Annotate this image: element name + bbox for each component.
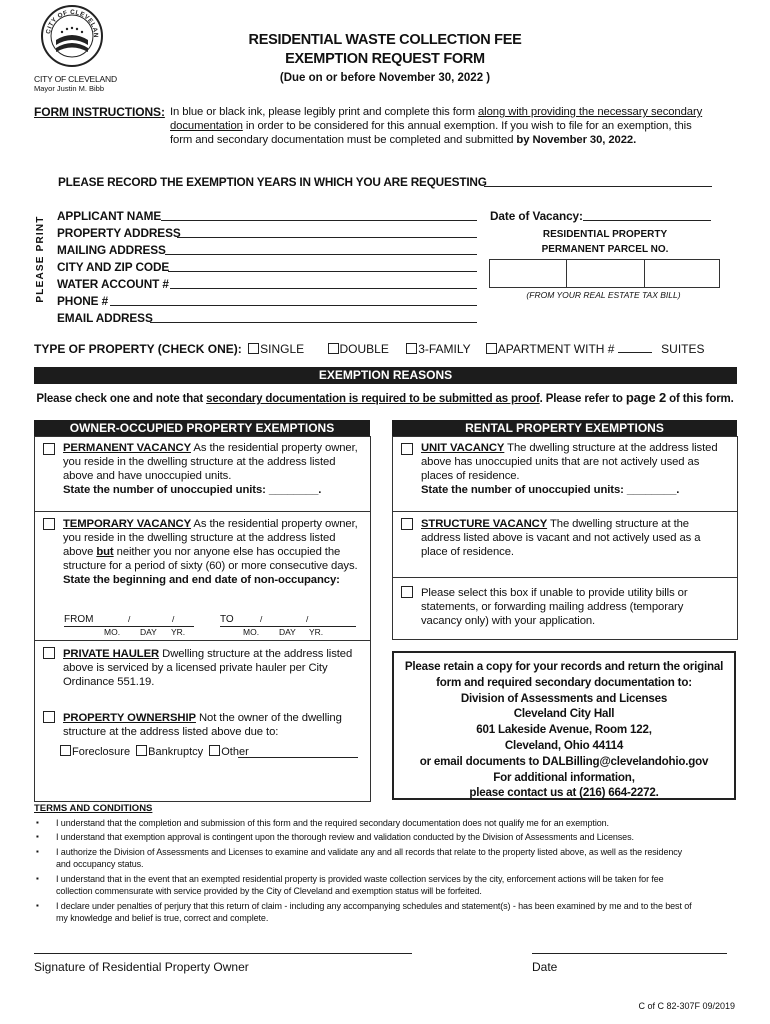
- foreclosure-label: Foreclosure: [72, 746, 131, 758]
- to-year-label: YR.: [309, 627, 324, 637]
- reasons-note-u: secondary documentation is required to be submitted as proof: [206, 393, 540, 405]
- property-address-field[interactable]: [177, 225, 477, 238]
- reasons-note-b: . Please refer to: [539, 393, 626, 405]
- temporary-vacancy-checkbox[interactable]: [43, 518, 55, 530]
- structure-text-1: The dwelling structure at the: [547, 518, 689, 530]
- form-code: C of C 82-307F 09/2019: [638, 1001, 735, 1011]
- property-ownership-text: [63, 711, 368, 739]
- permanent-text-3: above and have unoccupied units.: [63, 470, 232, 482]
- structure-vacancy-title: STRUCTURE VACANCY: [421, 518, 548, 530]
- foreclosure-checkbox[interactable]: [60, 745, 71, 756]
- to-day-label: DAY: [279, 627, 296, 637]
- signature-field[interactable]: [34, 943, 412, 954]
- retain-line-1: Please retain a copy for your records and return the original: [404, 660, 724, 673]
- other-label: Other: [221, 746, 249, 758]
- parcel-divider-2: [644, 260, 645, 287]
- apartment-suites-field[interactable]: [618, 341, 652, 353]
- term-bullet-5: ▪: [36, 901, 39, 910]
- instr-text-2u: documentation: [170, 120, 243, 132]
- permanent-vacancy-text: [63, 441, 368, 497]
- owner-divider-2: [34, 640, 370, 641]
- parcel-label-1: RESIDENTIAL PROPERTY: [542, 229, 668, 240]
- double-label: DOUBLE: [339, 342, 389, 356]
- phone-label: PHONE #: [57, 294, 109, 308]
- private-hauler-text: [63, 647, 368, 689]
- rental-divider-1: [392, 511, 737, 512]
- email-field[interactable]: [150, 310, 477, 323]
- rental-property-header: RENTAL PROPERTY EXEMPTIONS: [392, 420, 737, 436]
- single-label: SINGLE: [260, 342, 305, 356]
- city-zip-label: CITY AND ZIP CODE: [57, 260, 170, 274]
- unit-text-1: The dwelling structure at the address listed: [504, 442, 718, 454]
- unit-vacancy-title: UNIT VACANCY: [421, 442, 505, 454]
- form-title-1: RESIDENTIAL WASTE COLLECTION FEE: [248, 32, 522, 48]
- ownership-options: [60, 745, 249, 758]
- city-name: CITY OF CLEVELAND: [34, 74, 117, 84]
- vacancy-date-label: Date of Vacancy:: [490, 209, 583, 223]
- permanent-text-1: As the residential property owner,: [191, 442, 358, 454]
- bankruptcy-label: Bankruptcy: [148, 746, 204, 758]
- temporary-vacancy-title: TEMPORARY VACANCY: [63, 518, 192, 530]
- due-date: (Due on or before November 30, 2022 ): [279, 72, 491, 84]
- to-slash-2: /: [306, 614, 309, 624]
- parcel-divider-1: [566, 260, 567, 287]
- hauler-text-3: Ordinance 551.19.: [63, 676, 155, 688]
- term-4b: collection commensurate with service provided by the City of Cleveland and exemption status will be forfeited.: [56, 886, 482, 896]
- unit-text-2: above has unoccupied units that are not actively used as: [421, 456, 700, 468]
- retain-phone: please contact us at (216) 664-2272.: [469, 786, 659, 800]
- vacancy-date-field[interactable]: [583, 208, 711, 221]
- structure-vacancy-checkbox[interactable]: [401, 518, 413, 530]
- double-checkbox[interactable]: [328, 343, 339, 354]
- to-date-field[interactable]: [220, 616, 356, 627]
- reasons-note-c: of this form.: [666, 393, 734, 405]
- from-year-label: YR.: [171, 627, 186, 637]
- term-bullet-2: ▪: [36, 832, 39, 841]
- return-instructions-box: [392, 651, 736, 800]
- from-slash-2: /: [172, 614, 175, 624]
- to-label: TO: [220, 614, 234, 625]
- suites-label: SUITES: [661, 342, 705, 356]
- please-print-label: PLEASE PRINT: [35, 215, 46, 303]
- private-hauler-title: PRIVATE HAULER: [63, 648, 160, 660]
- ownership-text-2: structure at the address listed above due to:: [63, 726, 279, 738]
- instr-text-1a: In blue or black ink, please legibly print and complete this form: [170, 106, 478, 118]
- property-type-label: TYPE OF PROPERTY (CHECK ONE):: [34, 342, 242, 356]
- temporary-vacancy-text: [63, 517, 368, 587]
- three-family-checkbox[interactable]: [406, 343, 417, 354]
- return-instructions-text: [394, 659, 734, 801]
- unit-vacancy-checkbox[interactable]: [401, 443, 413, 455]
- instructions-text: [170, 105, 730, 147]
- signature-label: Signature of Residential Property Owner: [34, 960, 249, 974]
- other-reason-field[interactable]: [238, 746, 358, 758]
- term-5a: I declare under penalties of perjury that this return of claim - including any accompanying schedules and statement(s) - has been examined by me and to the best of: [56, 901, 692, 911]
- applicant-name-label: APPLICANT NAME: [57, 209, 162, 223]
- email-label: EMAIL ADDRESS: [57, 311, 153, 325]
- foreclosure-option[interactable]: [60, 746, 130, 758]
- permanent-vacancy-title: PERMANENT VACANCY: [63, 442, 192, 454]
- temporary-text-4: structure for a period of sixty (60) or more consecutive days.: [63, 560, 358, 572]
- instr-text-2b: in order to be considered for this annual exemption. If you wish to file for an exemption, this: [242, 120, 692, 132]
- retain-line-2: form and required secondary documentation to:: [436, 675, 692, 689]
- parcel-number-box[interactable]: [489, 259, 720, 288]
- term-3a: I authorize the Division of Assessments and Licenses to examine and validate any and all records that relate to the property listed above, as well as the residency: [56, 847, 683, 857]
- signature-date-field[interactable]: [532, 943, 727, 954]
- double-option[interactable]: [328, 342, 389, 356]
- retain-email-link[interactable]: or email documents to DALBilling@clevelandohio.gov: [419, 754, 709, 768]
- utility-text-3: vacancy only) with your application.: [421, 615, 596, 627]
- permanent-text-2: you reside in the dwelling structure at the address listed: [63, 456, 336, 468]
- temporary-text-3a: above: [63, 546, 97, 558]
- from-label: FROM: [64, 614, 94, 625]
- property-ownership-checkbox[interactable]: [43, 711, 55, 723]
- utility-text-2: statements, or forwarding mailing address (temporary: [421, 601, 684, 613]
- temporary-text-but: but: [96, 546, 114, 558]
- utility-text-1: Please select this box if unable to provide utility bills or: [421, 587, 688, 599]
- permanent-vacancy-checkbox[interactable]: [43, 443, 55, 455]
- owner-occupied-header: OWNER-OCCUPIED PROPERTY EXEMPTIONS: [34, 420, 370, 436]
- temporary-text-5: State the beginning and end date of non-occupancy:: [63, 574, 340, 586]
- water-account-label: WATER ACCOUNT #: [57, 277, 169, 291]
- hauler-text-2: above is serviced by a licensed private hauler per City: [63, 662, 328, 674]
- mailing-address-label: MAILING ADDRESS: [57, 243, 166, 257]
- instructions-label: FORM INSTRUCTIONS:: [34, 105, 165, 119]
- bankruptcy-option[interactable]: [136, 746, 203, 758]
- property-ownership-title: PROPERTY OWNERSHIP: [63, 712, 196, 724]
- instr-text-1u: along with providing the necessary secondary: [478, 106, 703, 118]
- apartment-label: APARTMENT WITH #: [497, 342, 615, 356]
- term-bullet-4: ▪: [36, 874, 39, 883]
- single-checkbox[interactable]: [248, 343, 259, 354]
- reasons-note-page: page 2: [625, 390, 667, 405]
- unit-text-3: places of residence.: [421, 470, 520, 482]
- term-5b: my knowledge and belief is true, correct and complete.: [56, 913, 269, 923]
- three-family-label: 3-FAMILY: [418, 342, 471, 356]
- instr-text-3a: form and secondary documentation must be completed and submitted: [170, 134, 517, 146]
- owner-divider-1: [34, 511, 370, 512]
- exemption-reasons-header: EXEMPTION REASONS: [34, 367, 737, 384]
- property-address-label: PROPERTY ADDRESS: [57, 226, 181, 240]
- bankruptcy-checkbox[interactable]: [136, 745, 147, 756]
- temporary-text-3c: neither you nor anyone else has occupied the: [113, 546, 341, 558]
- parcel-note: (FROM YOUR REAL ESTATE TAX BILL): [526, 290, 681, 300]
- from-day-label: DAY: [140, 627, 157, 637]
- mayor-name: Mayor Justin M. Bibb: [34, 84, 105, 93]
- retain-line-4: Cleveland City Hall: [513, 707, 615, 721]
- years-field[interactable]: [484, 174, 712, 187]
- retain-line-8: For additional information,: [493, 770, 635, 784]
- ownership-text-1: Not the owner of the dwelling: [195, 712, 342, 724]
- to-slash-1: /: [260, 614, 263, 624]
- mailing-address-field[interactable]: [165, 242, 477, 255]
- permanent-unoccupied-units[interactable]: State the number of unoccupied units: ________.: [63, 484, 322, 496]
- term-3b: and occupancy status.: [56, 859, 144, 869]
- unit-unoccupied-units[interactable]: State the number of unoccupied units: ________.: [421, 484, 680, 496]
- temporary-text-1: As the residential property owner,: [191, 518, 358, 530]
- apartment-checkbox[interactable]: [486, 343, 497, 354]
- structure-text-3: place of residence.: [421, 546, 514, 558]
- single-option[interactable]: [248, 342, 304, 356]
- reasons-note-a: Please check one and note that: [36, 393, 207, 405]
- terms-title: TERMS AND CONDITIONS: [34, 803, 153, 814]
- term-bullet-1: ▪: [36, 818, 39, 827]
- apartment-option[interactable]: [486, 342, 615, 356]
- svg-text:CITY OF CLEVELAND OHIO: CITY OF CLEVELAN: [45, 8, 100, 38]
- term-4a: I understand that in the event that an exempted residential property is provided waste collection services by the city, enforcement actions will be taken for fee: [56, 874, 664, 884]
- date-label: Date: [532, 960, 558, 974]
- term-2: I understand that exemption approval is contingent upon the thorough review and validation conducted by the Division of Assessments and Licenses.: [56, 832, 634, 842]
- hauler-text-1: Dwelling structure at the address listed: [159, 648, 353, 660]
- phone-field[interactable]: [110, 293, 477, 306]
- years-label: PLEASE RECORD THE EXEMPTION YEARS IN WHICH YOU ARE REQUESTING: [58, 175, 487, 189]
- term-1: I understand that the completion and submission of this form and the required secondary documentation does not qualify me for an exemption.: [56, 818, 609, 828]
- from-slash-1: /: [128, 614, 131, 624]
- form-title-2: EXEMPTION REQUEST FORM: [285, 51, 485, 67]
- parcel-label-2: PERMANENT PARCEL NO.: [541, 244, 669, 255]
- from-month-label: MO.: [104, 627, 121, 637]
- utility-bills-checkbox[interactable]: [401, 586, 413, 598]
- city-zip-field[interactable]: [168, 259, 477, 272]
- term-bullet-3: ▪: [36, 847, 39, 856]
- reasons-note: [0, 390, 770, 405]
- unit-vacancy-text: [421, 441, 736, 497]
- private-hauler-checkbox[interactable]: [43, 647, 55, 659]
- temporary-text-2: you reside in the dwelling structure at the address listed: [63, 532, 336, 544]
- rental-divider-2: [392, 577, 737, 578]
- structure-text-2: address listed above is vacant and not actively used as a: [421, 532, 701, 544]
- other-checkbox[interactable]: [209, 745, 220, 756]
- applicant-name-field[interactable]: [161, 208, 477, 221]
- to-month-label: MO.: [243, 627, 260, 637]
- utility-bills-text: [421, 586, 736, 628]
- water-account-field[interactable]: [170, 276, 477, 289]
- three-family-option[interactable]: [406, 342, 470, 356]
- retain-line-5: 601 Lakeside Avenue, Room 122,: [476, 723, 652, 737]
- structure-vacancy-text: [421, 517, 736, 559]
- property-type-row: [34, 341, 705, 356]
- retain-line-6: Cleveland, Ohio 44114: [504, 738, 624, 752]
- instr-text-3b: by November 30, 2022.: [516, 134, 637, 146]
- retain-line-3: Division of Assessments and Licenses: [460, 691, 668, 705]
